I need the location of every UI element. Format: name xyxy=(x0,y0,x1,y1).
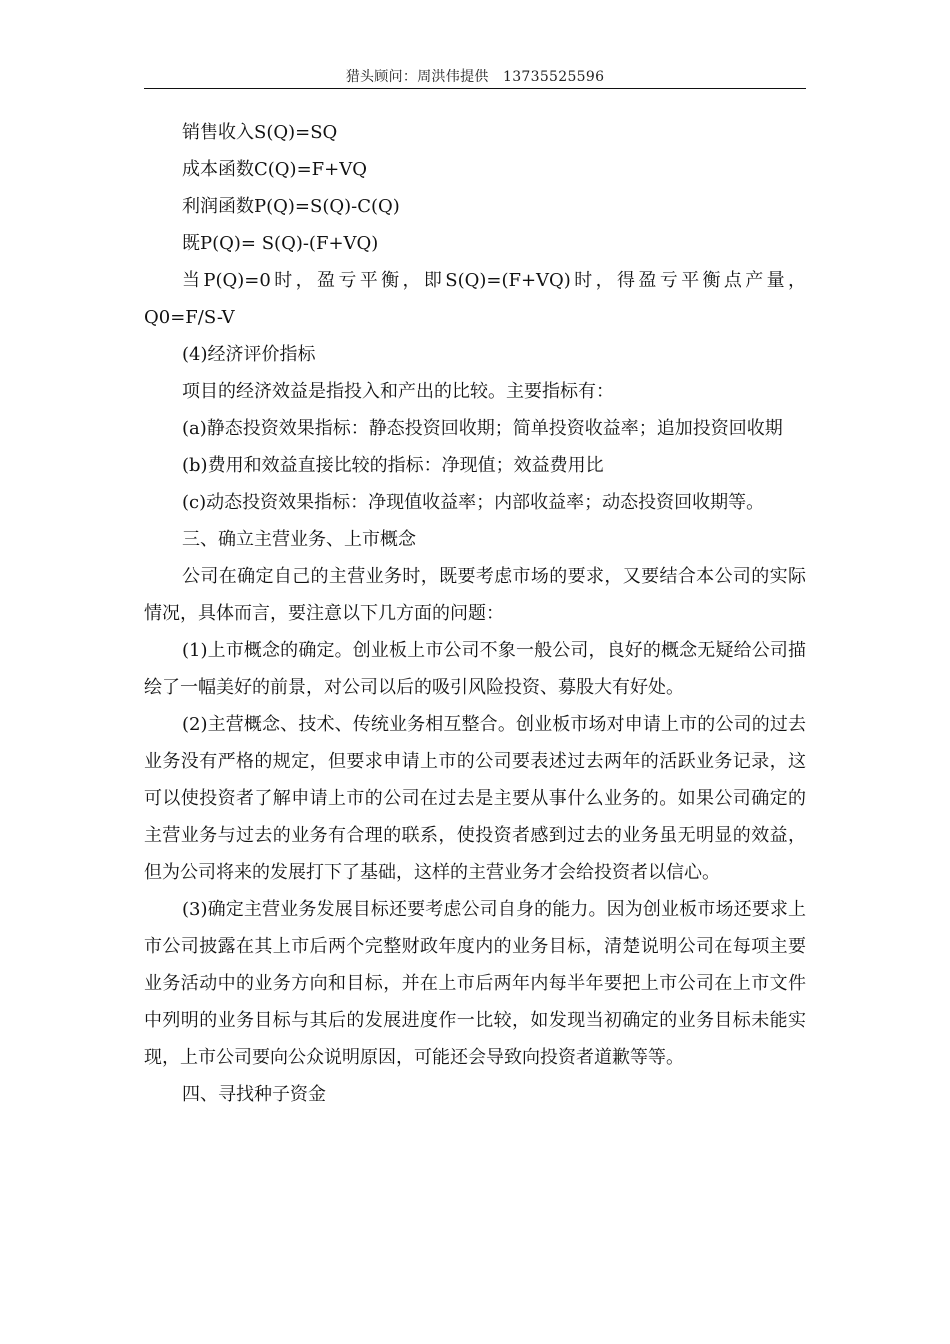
list-item-dynamic-indicators: (c)动态投资效果指标：净现值收益率；内部收益率；动态投资回收期等。 xyxy=(182,492,765,513)
paragraph-listing-concept: (1)上市概念的确定。创业板上市公司不象一般公司，良好的概念无疑给公司描绘了一幅美好的前景，对公司以后的吸引风险投资、募股大有好处。 xyxy=(144,640,806,698)
formula-cost-function: 成本函数C(Q)=F+VQ xyxy=(182,159,367,180)
paragraph-business-goals: (3)确定主营业务发展目标还要考虑公司自身的能力。因为创业板市场还要求上市公司披露在其上市后两个完整财政年度内的业务目标，清楚说明公司在每项主要业务活动中的业务方向和目标，并在上市后两年内每半年要把上市公司在上市文件中列明的业务目标与其后的发展进度作一比较，如发现当初确定的业务目标未能实现，上市公司要向公众说明原因，可能还会导致向投资者道歉等等。 xyxy=(144,899,806,1068)
page-header: 猎头顾问：周洪伟提供 13735525596 xyxy=(345,69,605,85)
paragraph-main-business-intro: 公司在确定自己的主营业务时，既要考虑市场的要求，又要结合本公司的实际情况，具体而言，要注意以下几方面的问题： xyxy=(144,566,806,624)
break-even-paragraph: 当P(Q)=0时，盈亏平衡，即S(Q)=(F+VQ)时，得盈亏平衡点产量，Q0=F/S-V xyxy=(144,270,806,328)
list-item-static-indicators: (a)静态投资效果指标：静态投资回收期；简单投资收益率；追加投资回收期 xyxy=(182,418,783,439)
formula-sales-revenue: 销售收入S(Q)=SQ xyxy=(182,122,338,143)
section-heading-main-business: 三、确立主营业务、上市概念 xyxy=(182,529,416,550)
header-divider xyxy=(144,88,806,89)
paragraph-economic-benefit: 项目的经济效益是指投入和产出的比较。主要指标有： xyxy=(182,381,614,402)
section-heading-seed-funding: 四、寻找种子资金 xyxy=(182,1084,326,1105)
formula-profit-expanded: 既P(Q)= S(Q)-(F+VQ) xyxy=(182,233,379,254)
formula-profit-function: 利润函数P(Q)=S(Q)-C(Q) xyxy=(182,196,400,217)
paragraph-business-integration: (2)主营概念、技术、传统业务相互整合。创业板市场对申请上市的公司的过去业务没有严格的规定，但要求申请上市的公司要表述过去两年的活跃业务记录，这可以使投资者了解申请上市的公司在过去是主要从事什么业务的。如果公司确定的主营业务与过去的业务有合理的联系，使投资者感到过去的业务虽无明显的效益，但为公司将来的发展打下了基础，这样的主营业务才会给投资者以信心。 xyxy=(144,714,806,883)
document-body xyxy=(144,114,806,1113)
section-heading-evaluation-indicators: (4)经济评价指标 xyxy=(182,344,316,365)
list-item-cost-benefit-indicators: (b)费用和效益直接比较的指标：净现值；效益费用比 xyxy=(182,455,604,476)
